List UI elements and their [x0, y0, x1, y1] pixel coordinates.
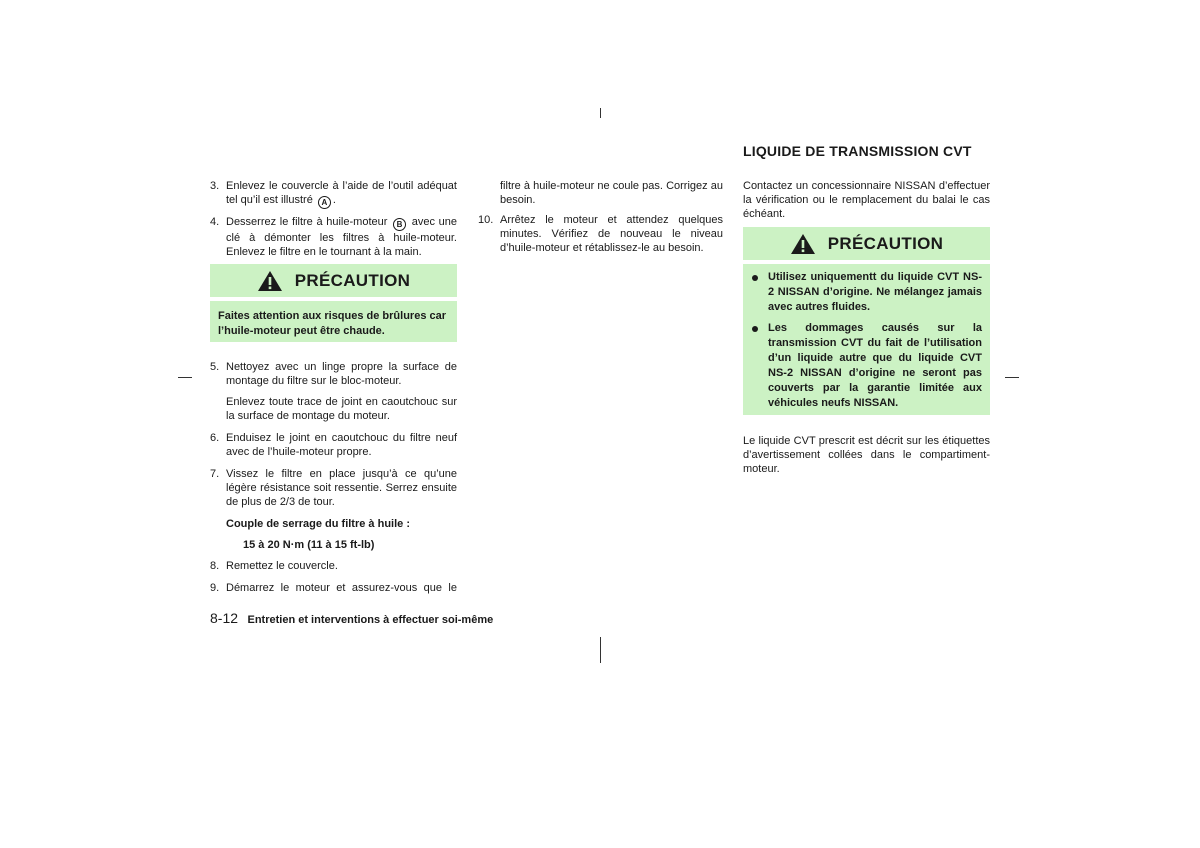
- section-heading: LIQUIDE DE TRANSMISSION CVT: [743, 143, 972, 159]
- bullet-icon: [752, 326, 758, 332]
- marker-a: A: [318, 196, 331, 209]
- crop-mark-left: [178, 377, 192, 378]
- step-10: [478, 213, 723, 255]
- step-4: [210, 215, 457, 259]
- step-7: [210, 467, 457, 509]
- step-text: filtre à huile-moteur ne coule pas. Corrigez au besoin.: [500, 180, 723, 206]
- crop-mark-right: [1005, 377, 1019, 378]
- step-text: Nettoyez avec un linge propre la surface de montage du filtre sur le bloc-moteur.: [226, 361, 457, 387]
- caution-title: PRÉCAUTION: [294, 270, 411, 290]
- step-number: 3.: [210, 180, 220, 192]
- caution-bullet: Les dommages causés sur la transmission CVT du fait de l’utilisation d’un liquide autre que du liquide CVT NS-2 NISSAN d’origine ne seront pas couverts par la garantie limitée aux véhicules neufs NISSAN.: [743, 321, 982, 411]
- caution-header-right: [743, 227, 990, 260]
- step-9-continued: [493, 179, 723, 207]
- crop-mark-bottom: [600, 637, 601, 663]
- step-text-2: Enlevez toute trace de joint en caoutchouc sur la surface de montage du moteur.: [226, 396, 457, 422]
- step-3: [210, 179, 457, 209]
- step-text: Arrêtez le moteur et attendez quelques minutes. Vérifiez de nouveau le niveau d’huile-moteur et rétablissez-le au besoin.: [500, 214, 723, 254]
- step-8: [210, 559, 457, 573]
- crop-mark-top: [600, 108, 601, 118]
- page-footer: [210, 610, 493, 629]
- outro-paragraph: Le liquide CVT prescrit est décrit sur les étiquettes d’avertissement collées dans le compartiment-moteur.: [743, 435, 990, 475]
- step-text: Remettez le couvercle.: [226, 560, 338, 572]
- page-number: 8-12: [210, 610, 239, 626]
- step-text: Enlevez le couvercle à l’aide de l’outil adéquat tel qu’il est illustré A .: [226, 180, 457, 207]
- caution-bullet: Utilisez uniquementt du liquide CVT NS-2 NISSAN d’origine. Ne mélangez jamais avec autres fluides.: [743, 270, 982, 315]
- step-9: [210, 581, 457, 595]
- warning-icon: [790, 233, 816, 255]
- step-text: Démarrez le moteur et assurez-vous que le: [226, 582, 457, 594]
- caution-title: PRÉCAUTION: [827, 233, 944, 253]
- step-text: Desserrez le filtre à huile-moteur B avec une clé à démonter les filtres à huile-moteur. Enlevez le filtre en le tournant à la main.: [226, 216, 457, 258]
- section-title: Entretien et interventions à effectuer soi-même: [247, 614, 494, 626]
- step-number: 10.: [478, 214, 494, 226]
- torque-label: Couple de serrage du filtre à huile :: [226, 518, 410, 530]
- caution-header-left: [210, 264, 457, 297]
- caution-text: Faites attention aux risques de brûlures car l’huile-moteur peut être chaude.: [218, 310, 447, 337]
- bullet-icon: [752, 275, 758, 281]
- step-text: Enduisez le joint en caoutchouc du filtre neuf avec de l’huile-moteur propre.: [226, 432, 457, 458]
- torque-value: 15 à 20 N·m (11 à 15 ft-lb): [243, 539, 375, 551]
- step-number: 6.: [210, 432, 220, 444]
- step-number: 8.: [210, 560, 220, 572]
- caution-body-right: [743, 264, 990, 415]
- step-text: Vissez le filtre en place jusqu’à ce qu’une légère résistance soit ressentie. Serrez ensuite de plus de 2/3 de tour.: [226, 468, 457, 508]
- step-number: 7.: [210, 468, 220, 480]
- marker-b: B: [393, 218, 406, 231]
- step-6: [210, 431, 457, 459]
- step-number: 4.: [210, 216, 220, 228]
- step-5: [210, 360, 457, 423]
- step-number: 5.: [210, 361, 220, 373]
- step-number: 9.: [210, 582, 220, 594]
- warning-icon: [257, 270, 283, 292]
- caution-body-left: [210, 301, 457, 342]
- intro-paragraph: Contactez un concessionnaire NISSAN d’effectuer la vérification ou le remplacement du balai le cas échéant.: [743, 180, 990, 220]
